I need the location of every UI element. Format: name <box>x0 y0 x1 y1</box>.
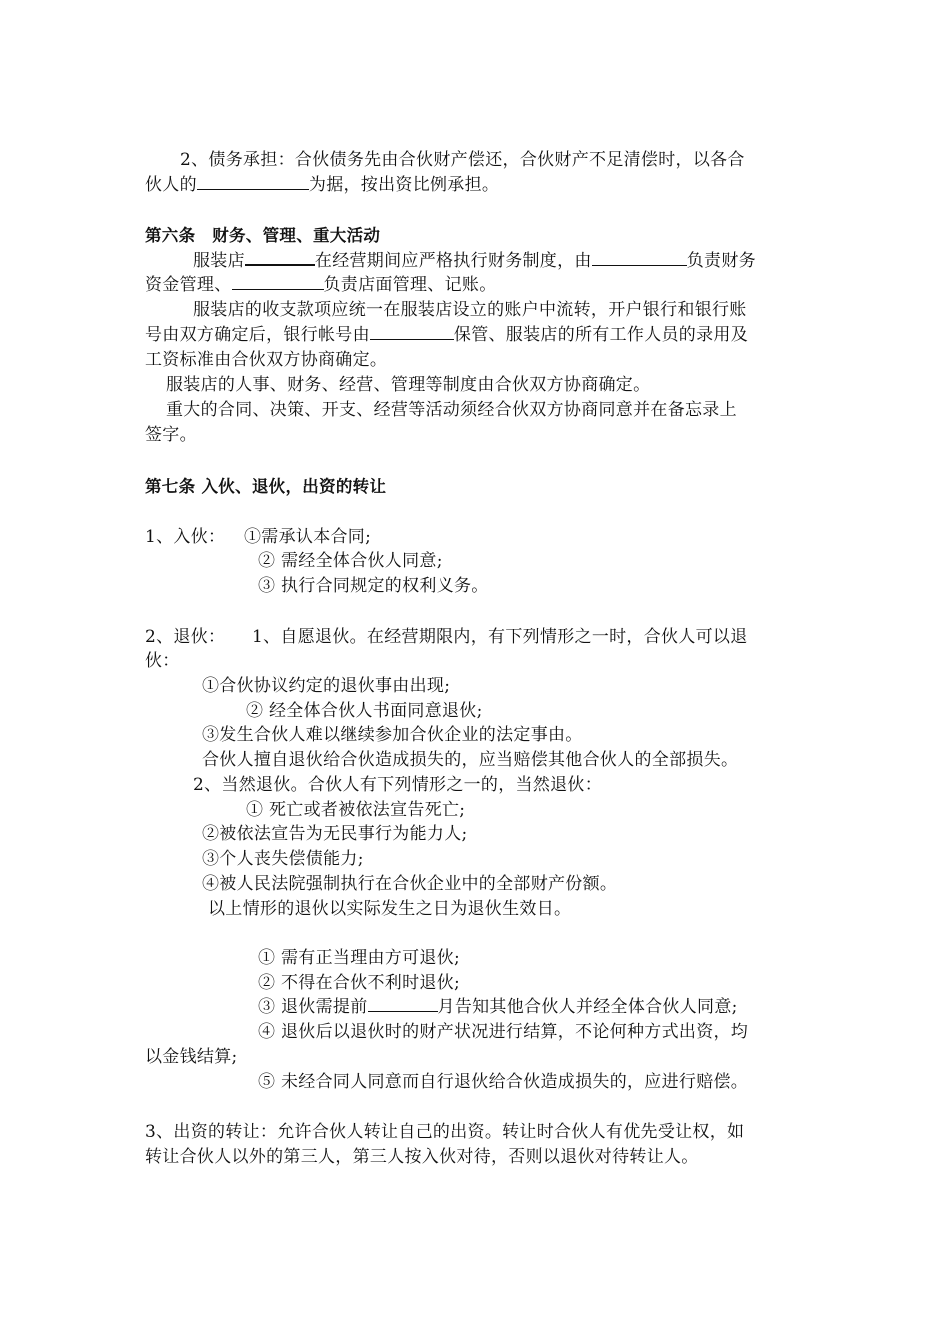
p1-text-e: 负责店面管理、记账。 <box>323 275 497 295</box>
article-6-p1-line1 <box>193 249 756 273</box>
automatic-item-4: ④被人民法院强制执行在合伙企业中的全部财产份额。 <box>202 874 618 894</box>
join-item-1: ①需承认本合同; <box>244 527 372 547</box>
condition-2: ② 不得在合伙不利时退伙; <box>258 973 461 993</box>
automatic-quit: 2、当然退伙。合伙人有下列情形之一的，当然退伙： <box>193 775 603 795</box>
voluntary-note: 合伙人擅自退伙给合伙造成损失的，应当赔偿其他合伙人的全部损失。 <box>202 750 739 770</box>
article-6-p3: 服装店的人事、财务、经营、管理等制度由合伙双方协商确定。 <box>166 375 651 395</box>
store-name-blank <box>245 250 315 266</box>
condition-4-line1: ④ 退伙后以退伙时的财产状况进行结算，不论何种方式出资，均 <box>258 1022 749 1042</box>
notice-months-blank <box>368 997 438 1012</box>
condition-1: ① 需有正当理由方可退伙; <box>258 948 461 968</box>
article-6-p4-line2: 签字。 <box>145 425 197 445</box>
condition-3-text-a: ③ 退伙需提前 <box>258 997 368 1017</box>
article-6-p4-line1: 重大的合同、决策、开支、经营等活动须经合伙双方协商同意并在备忘录上 <box>166 400 737 420</box>
debt-clause-line2 <box>145 173 499 197</box>
p2-text-b: 保管、服装店的所有工作人员的录用及 <box>453 325 749 345</box>
debt-clause-line1: 2、债务承担：合伙债务先由合伙财产偿还，合伙财产不足清偿时，以各合 <box>180 150 745 170</box>
condition-3-text-b: 月告知其他合伙人并经全体合伙人同意; <box>437 997 738 1017</box>
article-6-p2-line3: 工资标准由合伙双方协商确定。 <box>145 350 388 370</box>
article-7-heading: 第七条 入伙、退伙，出资的转让 <box>145 477 387 496</box>
article-6-p2-line1: 服装店的收支款项应统一在服装店设立的账户中流转，开户银行和银行账 <box>193 300 747 320</box>
quit-label: 2、退伙： <box>145 627 226 647</box>
debt-clause-text-a: 伙人的 <box>145 175 197 195</box>
join-item-3: ③ 执行合同规定的权利义务。 <box>258 576 489 596</box>
automatic-item-2: ②被依法宣告为无民事行为能力人; <box>202 824 468 844</box>
join-label: 1、入伙： <box>145 527 226 547</box>
automatic-item-1: ① 死亡或者被依法宣告死亡; <box>246 800 466 820</box>
account-keeper-blank <box>370 325 454 340</box>
store-manager-blank <box>232 275 324 290</box>
transfer-line1: 3、出资的转让：允许合伙人转让自己的出资。转让时合伙人有优先受让权，如 <box>145 1122 745 1142</box>
condition-3 <box>258 995 738 1019</box>
condition-4-line2: 以金钱结算; <box>145 1047 238 1067</box>
p2-text-a: 号由双方确定后，银行帐号由 <box>145 325 370 345</box>
article-6-heading: 第六条 财务、管理、重大活动 <box>145 226 381 245</box>
p1-text-d: 资金管理、 <box>145 275 232 295</box>
automatic-note: 以上情形的退伙以实际发生之日为退伙生效日。 <box>208 899 572 919</box>
automatic-item-3: ③个人丧失偿债能力; <box>202 849 364 869</box>
p1-text-a: 服装店 <box>193 251 245 271</box>
p1-text-c: 负责财务 <box>686 251 756 271</box>
voluntary-quit-line1: 1、自愿退伙。在经营期限内，有下列情形之一时，合伙人可以退 <box>252 627 748 647</box>
finance-manager-blank <box>592 251 687 266</box>
voluntary-quit-line2: 伙： <box>145 651 180 671</box>
article-6-p1-line2 <box>145 273 497 297</box>
article-6-p2-line2 <box>145 323 748 347</box>
join-item-2: ② 需经全体合伙人同意; <box>258 551 443 571</box>
transfer-line2: 转让合伙人以外的第三人，第三人按入伙对待，否则以退伙对待转让人。 <box>145 1147 699 1167</box>
debt-clause-text-b: 为据，按出资比例承担。 <box>308 175 500 195</box>
voluntary-item-1: ①合伙协议约定的退伙事由出现; <box>202 676 451 696</box>
voluntary-item-3: ③发生合伙人难以继续参加合伙企业的法定事由。 <box>202 725 583 745</box>
p1-text-b: 在经营期间应严格执行财务制度，由 <box>314 251 592 271</box>
debt-blank <box>197 175 309 190</box>
condition-5: ⑤ 未经合同人同意而自行退伙给合伙造成损失的，应进行赔偿。 <box>258 1072 749 1092</box>
voluntary-item-2: ② 经全体合伙人书面同意退伙; <box>246 701 483 721</box>
